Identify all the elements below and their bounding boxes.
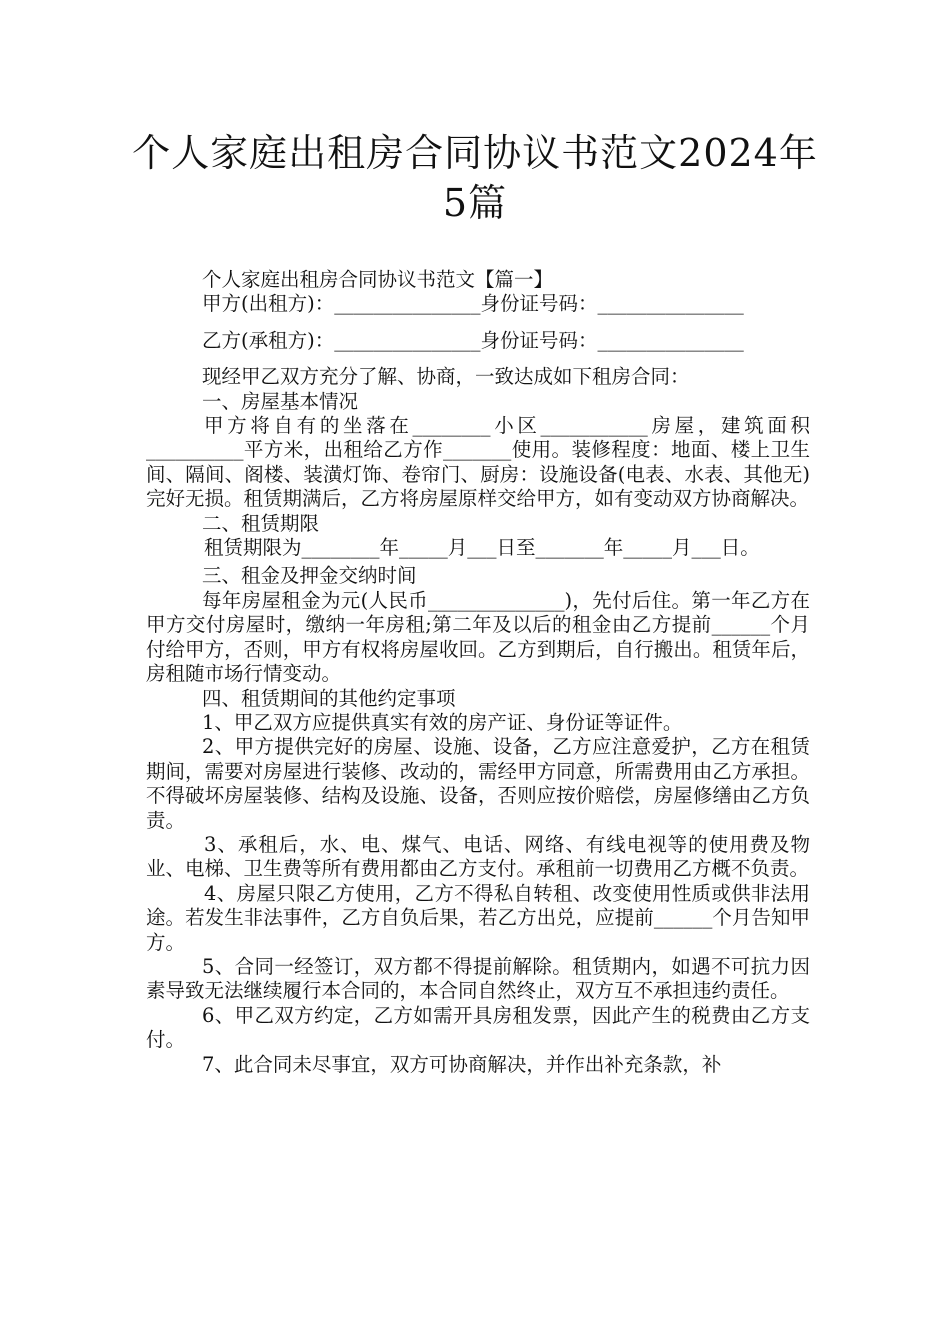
clause-2-text: 租赁期限为________年_____月___日至_______年_____月___日。: [204, 536, 760, 560]
item-7: 7、此合同未尽事宜，双方可协商解决，并作出补充条款，补: [202, 1052, 722, 1076]
clause-heading-2: 二、租赁期限: [202, 511, 320, 535]
document-title: 个人家庭出租房合同协议书范文2024年5篇: [132, 131, 818, 225]
clause-heading-4: 四、租赁期间的其他约定事项: [202, 686, 456, 710]
section-heading: 个人家庭出租房合同协议书范文【篇一】: [202, 268, 554, 291]
clause-heading-3: 三、租金及押金交纳时间: [202, 564, 417, 588]
preamble: 现经甲乙双方充分了解、协商，一致达成如下租房合同：: [202, 365, 690, 389]
item-6: 6、甲乙双方约定，乙方如需开具房租发票，因此产生的税费由乙方支付。: [146, 1003, 810, 1052]
clause-3-text: 每年房屋租金为元(人民币______________)，先付后住。第一年乙方在甲方交付房屋时，缴纳一年房租;第二年及以后的租金由乙方提前______个月付给甲方，否则，甲方有权将房屋收回。乙方到期后，自行搬出。租赁年后，房租随市场行情变动。: [146, 588, 810, 686]
clause-heading-1: 一、房屋基本情况: [202, 389, 359, 413]
item-4: 4、房屋只限乙方使用，乙方不得私自转租、改变使用性质或供非法用途。若发生非法事件，乙方自负后果，若乙方出兑，应提前______个月告知甲方。: [146, 881, 810, 954]
item-2: 2、甲方提供完好的房屋、设施、设备，乙方应注意爱护，乙方在租赁期间，需要对房屋进行装修、改动的，需经甲方同意，所需费用由乙方承担。不得破坏房屋装修、结构及设施、设备，否则应按价赔偿，房屋修缮由乙方负责。: [146, 735, 810, 832]
party-b-line: 乙方(承租方)：_______________身份证号码：_______________: [202, 328, 744, 352]
clause-1-text: 甲方将自有的坐落在________小区___________房屋，建筑面积__________平方米，出租给乙方作_______使用。装修程度：地面、楼上卫生间、隔间、阁楼、装潢灯饰、卷帘门、厨房：设施设备(电表、水表、其他无)完好无损。租赁期满后，乙方将房屋原样交给甲方，如有变动双方协商解决。: [146, 414, 810, 511]
party-a-line: 甲方(出租方)：_______________身份证号码：_______________: [202, 292, 744, 316]
item-5: 5、合同一经签订，双方都不得提前解除。租赁期内，如遇不可抗力因素导致无法继续履行本合同的，本合同自然终止，双方互不承担违约责任。: [146, 954, 810, 1003]
document-body: [146, 268, 810, 1077]
item-3: 3、承租后，水、电、煤气、电话、网络、有线电视等的使用费及物业、电梯、卫生费等所有费用都由乙方支付。承租前一切费用乙方概不负责。: [146, 832, 810, 881]
item-1: 1、甲乙双方应提供真实有效的房产证、身份证等证件。: [202, 710, 683, 734]
